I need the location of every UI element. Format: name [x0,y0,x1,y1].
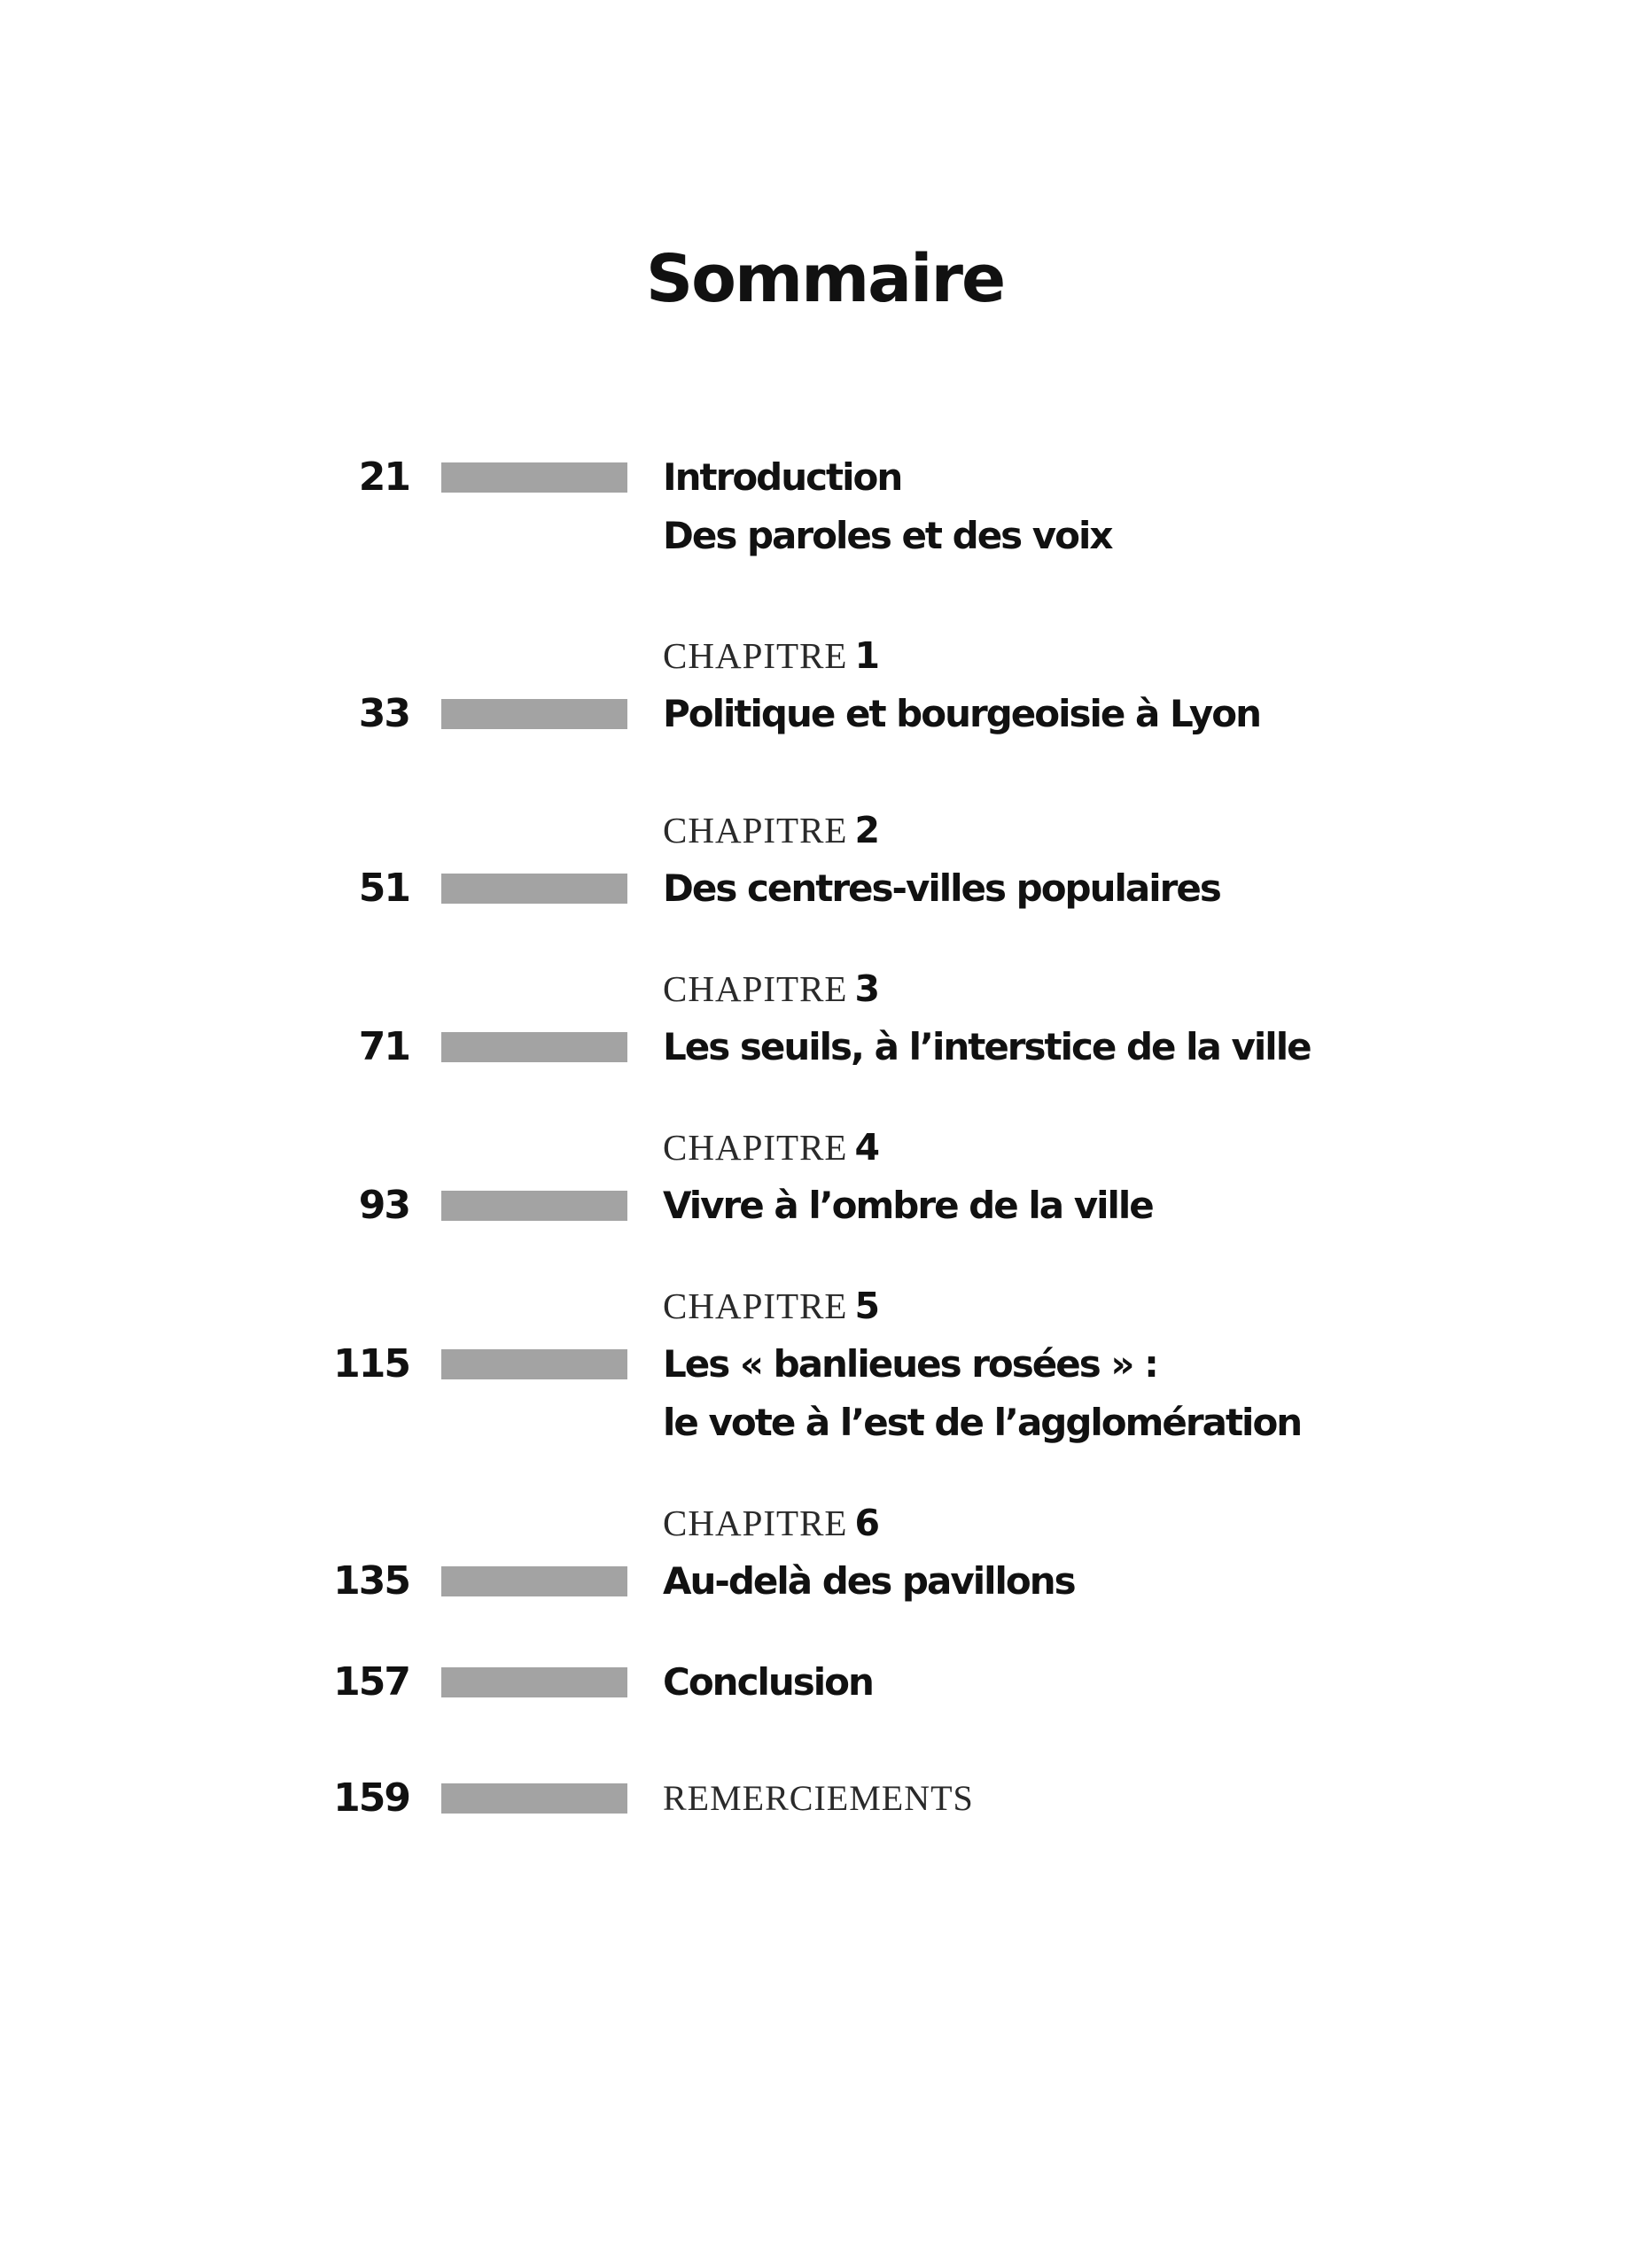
page-number: 135 [333,1558,409,1604]
chapter-label: CHAPITRE 4 [663,1126,880,1169]
leader-bar [441,1349,627,1379]
chapter-number: 2 [854,809,880,851]
entry-heading: Les « banlieues rosées » : [663,1342,1157,1386]
chapter-label: CHAPITRE 3 [663,967,880,1010]
leader-bar [441,1566,627,1596]
page-number: 21 [358,454,409,500]
entry-heading: Des centres-villes populaires [663,866,1220,910]
leader-bar [441,1783,627,1814]
page-number: 93 [358,1183,409,1228]
leader-bar [441,1032,627,1062]
chapter-label: CHAPITRE 2 [663,809,880,851]
chapter-label: CHAPITRE 1 [663,634,880,677]
entry-subheading: Des paroles et des voix [663,514,1112,557]
entry-heading: Au-delà des pavillons [663,1559,1075,1603]
page-number: 51 [358,866,409,911]
leader-bar [441,1667,627,1697]
chapter-number: 5 [854,1285,880,1327]
entry-heading: Politique et bourgeoisie à Lyon [663,692,1261,735]
chapter-label: CHAPITRE 5 [663,1285,880,1327]
leader-bar [441,699,627,729]
page-number: 157 [333,1659,409,1705]
leader-bar [441,462,627,493]
page-number: 159 [333,1775,409,1821]
chapter-label: CHAPITRE 6 [663,1502,880,1544]
chapter-number: 6 [854,1502,880,1544]
entry-heading: REMERCIEMENTS [663,1778,974,1818]
page-number: 33 [358,691,409,736]
page-number: 71 [358,1024,409,1069]
page-title: Sommaire [645,241,1005,317]
chapter-number: 1 [854,634,880,677]
chapter-number: 4 [854,1126,880,1169]
entry-heading-continued: le vote à l’est de l’agglomération [663,1401,1302,1444]
entry-heading: Vivre à l’ombre de la ville [663,1184,1153,1227]
page-number: 115 [333,1341,409,1386]
leader-bar [441,874,627,904]
chapter-number: 3 [854,967,880,1010]
leader-bar [441,1191,627,1221]
entry-heading: Introduction [663,455,902,499]
entry-heading: Conclusion [663,1660,873,1704]
entry-heading: Les seuils, à l’interstice de la ville [663,1025,1311,1068]
